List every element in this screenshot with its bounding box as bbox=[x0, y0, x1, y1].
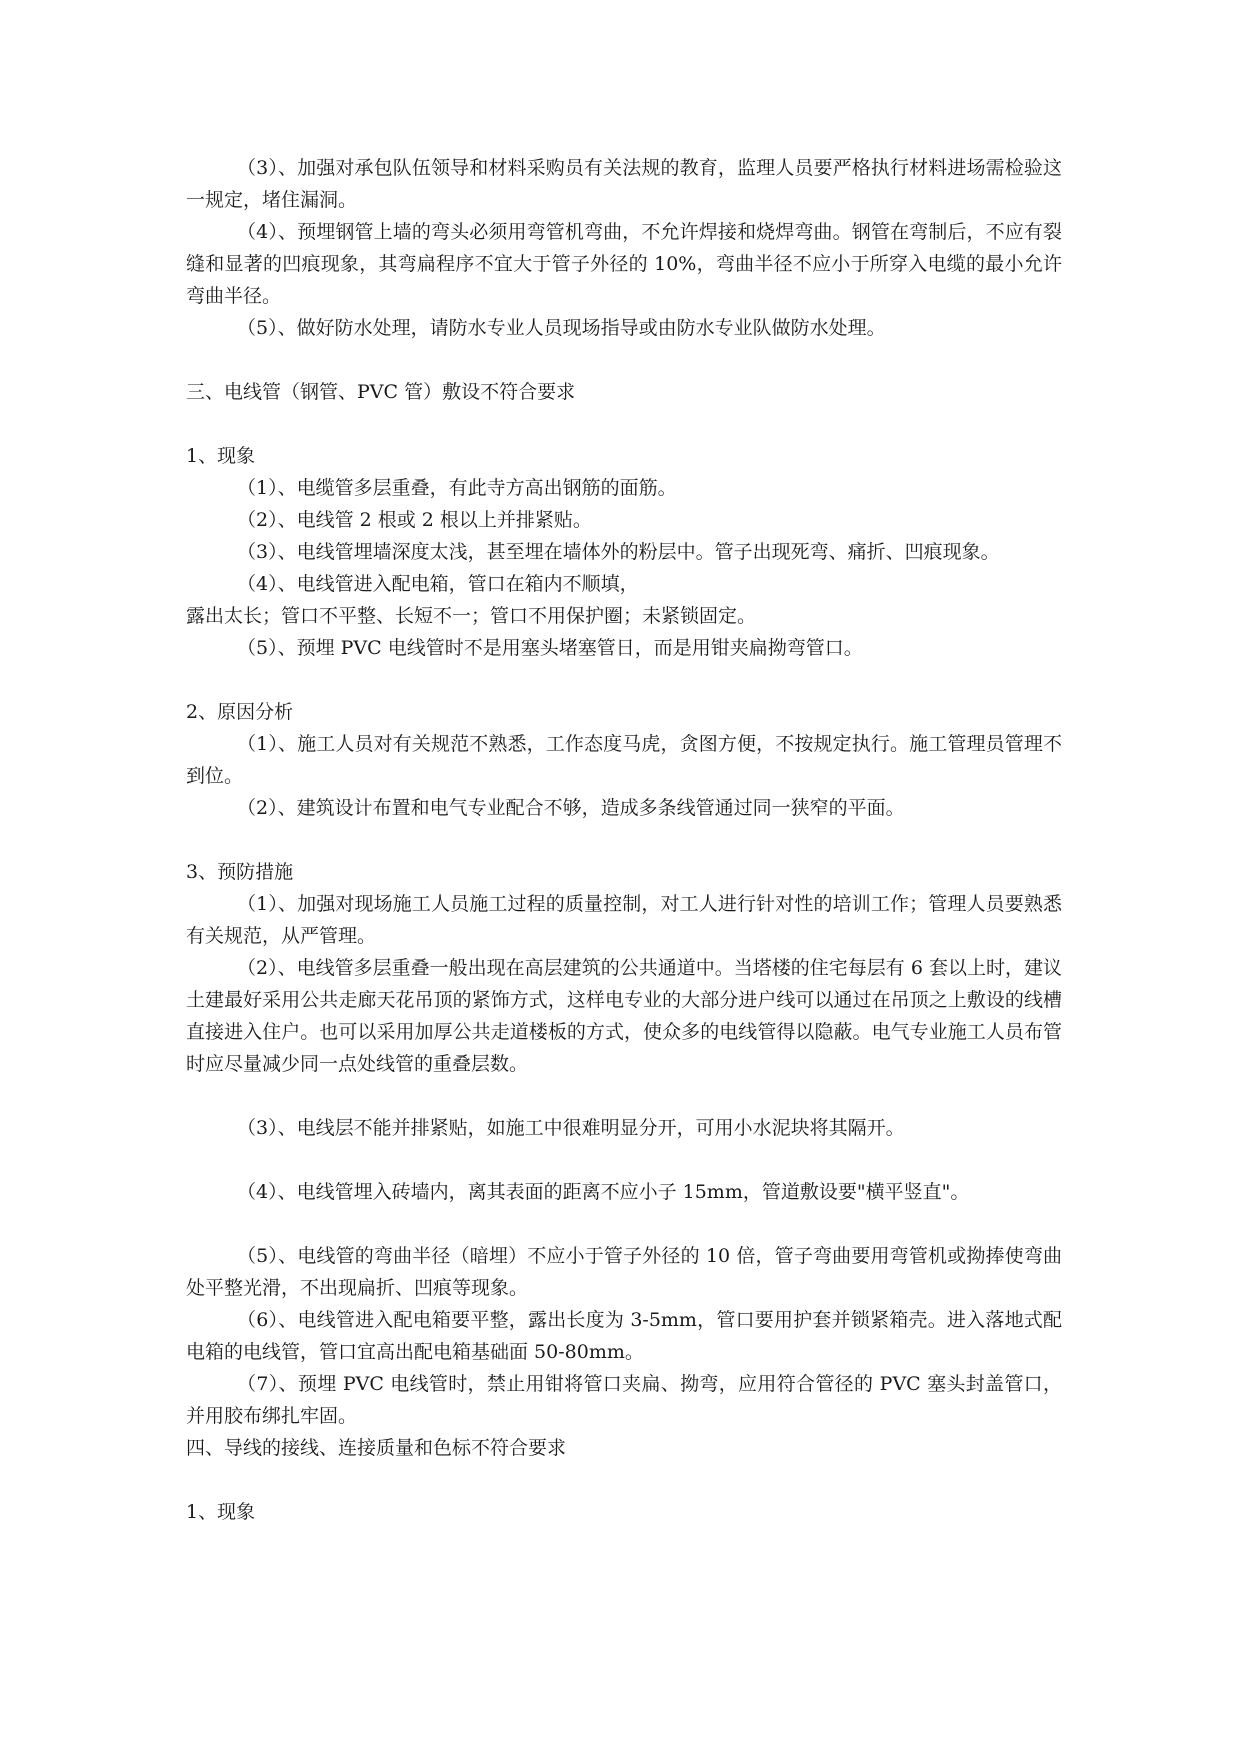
paragraph: （7）、预埋 PVC 电线管时，禁止用钳将管口夹扁、拗弯，应用符合管径的 PVC 塞头封盖管口，并用胶布绑扎牢固。 bbox=[186, 1373, 1062, 1427]
section-heading: 三、电线管（钢管、PVC 管）敷设不符合要求 bbox=[186, 381, 576, 403]
paragraph-spacer bbox=[186, 1144, 1062, 1176]
paragraph: （5）、电线管的弯曲半径（暗埋）不应小于管子外径的 10 倍，管子弯曲要用弯管机或拗捧使弯曲处平整光滑，不出现扁折、凹痕等现象。 bbox=[186, 1245, 1062, 1299]
paragraph: （4）、电线管埋入砖墙内，离其表面的距离不应小子 15mm，管道敷设要"横平竖直"。 bbox=[237, 1181, 970, 1203]
paragraph: （2）、电线管多层重叠一般出现在高层建筑的公共通道中。当塔楼的住宅每层有 6 套以上时，建议土建最好采用公共走廊天花吊顶的紧饰方式，这样电专业的大部分进户线可以通过在吊顶之上敷设的线槽直接进入住户。也可以采用加厚公共走道楼板的方式，使众多的电线管得以隐蔽。电气专业施工人员布管时应尽量减少同一点处线管的重叠层数。 bbox=[186, 957, 1062, 1075]
document-body bbox=[186, 152, 1062, 1528]
paragraph: （1）、加强对现场施工人员施工过程的质量控制，对工人进行针对性的培训工作；管理人员要熟悉有关规范，从严管理。 bbox=[186, 893, 1062, 947]
section-heading: 1、现象 bbox=[186, 445, 256, 467]
paragraph: （2）、电线管 2 根或 2 根以上并排紧贴。 bbox=[237, 509, 592, 531]
paragraph: 露出太长；管口不平整、长短不一；管口不用保护圈；未紧锁固定。 bbox=[186, 605, 757, 627]
paragraph: （4）、电线管进入配电箱，管口在箱内不顺填， bbox=[237, 573, 639, 595]
paragraph-spacer bbox=[186, 1208, 1062, 1240]
paragraph: （4）、预埋钢管上墙的弯头必须用弯管机弯曲，不允许焊接和烧焊弯曲。钢管在弯制后，不应有裂缝和显著的凹痕现象，其弯扁程序不宜大于管子外径的 10%，弯曲半径不应小于所穿入电缆的最小允许弯曲半径。 bbox=[186, 221, 1062, 307]
paragraph-spacer bbox=[186, 1080, 1062, 1112]
paragraph: （3）、加强对承包队伍领导和材料采购员有关法规的教育，监理人员要严格执行材料进场需检验这一规定，堵住漏洞。 bbox=[186, 157, 1062, 211]
paragraph: （3）、电线层不能并排紧贴，如施工中很难明显分开，可用小水泥块将其隔开。 bbox=[237, 1117, 905, 1139]
section-heading: 3、预防措施 bbox=[186, 861, 294, 883]
section-heading: 2、原因分析 bbox=[186, 701, 294, 723]
section-heading: 1、现象 bbox=[186, 1501, 256, 1523]
paragraph: （6）、电线管进入配电箱要平整，露出长度为 3-5mm，管口要用护套并锁紧箱壳。进入落地式配电箱的电线管，管口宜高出配电箱基础面 50-80mm。 bbox=[186, 1309, 1062, 1363]
paragraph: （5）、预埋 PVC 电线管时不是用塞头堵塞管日，而是用钳夹扁拗弯管口。 bbox=[237, 637, 863, 659]
paragraph: （2）、建筑设计布置和电气专业配合不够，造成多条线管通过同一狭窄的平面。 bbox=[237, 797, 905, 819]
paragraph: （3）、电线管埋墙深度太浅，甚至埋在墙体外的粉层中。管子出现死弯、痛折、凹痕现象。 bbox=[237, 541, 1000, 563]
paragraph-spacer bbox=[186, 824, 1062, 856]
paragraph: （1）、电缆管多层重叠，有此寺方高出钢筋的面筋。 bbox=[237, 477, 677, 499]
paragraph-spacer bbox=[186, 408, 1062, 440]
paragraph-spacer bbox=[186, 1464, 1062, 1496]
section-heading: 四、导线的接线、连接质量和色标不符合要求 bbox=[186, 1437, 567, 1459]
paragraph-spacer bbox=[186, 664, 1062, 696]
paragraph: （5）、做好防水处理，请防水专业人员现场指导或由防水专业队做防水处理。 bbox=[237, 317, 886, 339]
paragraph: （1）、施工人员对有关规范不熟悉，工作态度马虎，贪图方便，不按规定执行。施工管理员管理不到位。 bbox=[186, 733, 1062, 787]
paragraph-spacer bbox=[186, 344, 1062, 376]
